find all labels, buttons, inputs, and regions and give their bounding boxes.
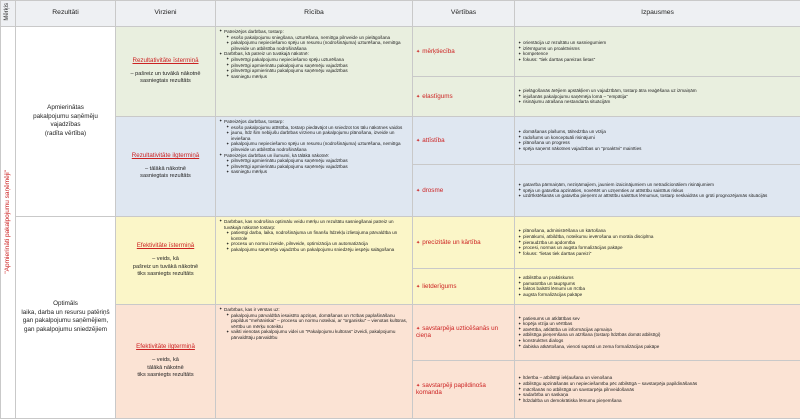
list-item: ✦ kopēja vīzija un vērtības — [518, 321, 797, 327]
list-item: ✦ pakalpojumu saņēmēju vajadzību un pakalpojumu sniedzēju iespēju salāgošana — [219, 247, 409, 253]
list-item: ✦ patiesīgi darba, laika, nodrošinājuma un finanšu līdzekļu izlietojuma pārvaldība un kontrole — [219, 230, 409, 241]
vertiba-cell: ✦ savstarpēja uzticēšanās un cieņa — [413, 304, 515, 360]
izpausmes-list — [518, 182, 797, 199]
list-item: ✦ atbilstība un praktiskums — [518, 275, 797, 281]
vertiba-label: precizitāte un kārtība — [422, 239, 480, 246]
list-item: ✦ domāšanas plašums, tālredzība un vīzija — [518, 129, 797, 135]
riciba-list — [219, 119, 409, 175]
list-item: ✦ pilnvērtīgi pakalpojumu nepieciešamo spēju uzturēšana — [219, 57, 409, 63]
list-item: ✦ vaikti vienotas pakalpojumu videi un "Pakalpojumu kultūras" izveidi, pakalpojumu pārvaldītāju pārvaldību — [219, 329, 409, 340]
izpausmes-list — [518, 316, 797, 350]
list-item: ✦ plānošana, administrēšana un kārtošana — [518, 228, 797, 234]
list-item: ✦ fokuss: "lietas tiek darītas pareizi" — [518, 251, 797, 257]
list-item: ✦ orientācija uz rezultātu un sasniegumiem — [518, 40, 797, 46]
list-item: ✦ pakalpojumu pārvaldībā iesaistīto apziņas, domāšanas un rīcības paplašināšanu papildus "mehāniskai" – procesu un normu noteikai, ar "organisku" – vienotas kultūras, vērtību un mērķu noteiktu — [219, 313, 409, 330]
riciba-list — [219, 219, 409, 253]
rezultats-text: Apmierinātas pakalpojumu saņēmēju vajadzības (radīta vērtība) — [19, 104, 112, 138]
vertiba-label: mērķtiecība — [422, 48, 455, 55]
list-item: ✦ līdzdalība un demokrātiska lēmumu pieņemšana — [518, 398, 797, 404]
list-item: ✦ pieraudzība un apdomība — [518, 240, 797, 246]
header-row — [1, 1, 800, 27]
list-item: ✦ uzdrīkstēšanās un gatavība pieņemt ar attīstību saistītus lēmumus, tostarp neskaidrās un grūti prognozējamās situācijās — [518, 193, 797, 199]
list-item: ✦ pilnvērtīgi apmierinātu pakalpojumu saņēmēju vajadzības — [219, 63, 409, 69]
rezultats-cell-1 — [16, 26, 116, 216]
vertiba-label: savstarpēji papildinoša komanda — [416, 382, 486, 397]
list-item: ✦ pilnvērtīgi apmierinātu pakalpojumu saņēmēju vajadzības — [219, 158, 409, 164]
vertiba-label: savstarpēja uzticēšanās un cieņa — [416, 325, 498, 340]
list-item: ✦ mācīšanās no atbilstīgā un savstarpēja pilnveidošanās — [518, 387, 797, 393]
list-item: ✦ pielāgošanās ārējiem apstākļiem un vajadzībām, tostarp ātra reaģēšana uz izmaiņām — [518, 88, 797, 94]
virziens-cell-2 — [116, 116, 216, 216]
list-item: ✦ Patreizējos darbības un ilumumi, kā tālākā nākotnē: — [219, 153, 409, 159]
list-item: ✦ patiesums un atklātības sev — [518, 316, 797, 322]
list-item: ✦ Patreizējos darbības, tostarp: — [219, 29, 409, 35]
vertiba-cell: ✦ attīstība — [413, 116, 515, 164]
vertiba-label: drosme — [422, 187, 443, 194]
izpausmes-cell — [515, 304, 800, 360]
list-item: ✦ esošo pakalpojumu sniegšana, uzturēšana, nemitīga pilnveide un pielāgošana — [219, 35, 409, 41]
list-item: ✦ atbilstīga pieņemšana un atzīšana (tostarp līdzībās domāt atbilstīgi) — [518, 332, 797, 338]
virziens-title: Efektivitāte īstermiņā — [119, 242, 212, 250]
list-item: ✦ spēja un gatavība apzināties, novērtēt un uzņemties ar attīstību saistītus riskus — [518, 188, 797, 194]
virziens-title: Rezultativitāte ilgtermiņā — [119, 152, 212, 160]
rezultats-text: Optimāls laika, darba un resursu patēriņš gan pakalpojumu saņēmējiem, gan pakalpojumu sniedzējiem — [19, 300, 112, 334]
list-item: ✦ procesi, normas un augsta formalizācijas pakāpe — [518, 245, 797, 251]
list-item: ✦ fokuss: "tiek darītas pareizas lietas" — [518, 57, 797, 63]
izpausmes-list — [518, 129, 797, 151]
izpausmes-cell — [515, 26, 800, 76]
rezultats-cell-2 — [16, 216, 116, 418]
vertiba-cell: ✦ drosme — [413, 164, 515, 216]
list-item: ✦ Patreizējos darbības, tostarp: — [219, 119, 409, 125]
list-item: ✦ Darbības, kā patreiz un tuvākajā nākotnē: — [219, 51, 409, 57]
list-item: ✦ Darbības, kas nodrošina optimālu veidu mērķu un rezultātu sasniegšanai patreiz un tuvākajā nākotnē tostarp: — [219, 219, 409, 230]
list-item: ✦ esošo pakalpojumu attīstība, tostarp piedāvājot un sniedzot tos tālu nākotnes vaidos — [219, 125, 409, 131]
list-item: ✦ sasniegtu mērķus — [219, 169, 409, 175]
merkis-text: "Apmierināti pakalpojumu saņēmēji" — [4, 170, 12, 274]
izpausmes-list — [518, 275, 797, 297]
riciba-cell-1 — [216, 26, 413, 116]
table-row — [1, 216, 800, 268]
izpausmes-cell — [515, 216, 800, 268]
vertiba-cell: ✦ lietderīgums — [413, 268, 515, 304]
list-item: ✦ kompetence — [518, 51, 797, 57]
list-item: ✦ radošums un konceptuāli risinājumi — [518, 135, 797, 141]
list-item: ✦ pienākumi, atbildība, noteikumu ievērošana un morāla disciplīna — [518, 234, 797, 240]
vertiba-cell: ✦ mērķtiecība — [413, 26, 515, 76]
vertiba-label: attīstība — [422, 137, 444, 144]
header-riciba: Rīcība — [216, 1, 413, 27]
izpausmes-list — [518, 88, 797, 105]
izpausmes-list — [518, 375, 797, 403]
virziens-title: Efektivitāte ilgtermiņā — [119, 343, 212, 351]
list-item: ✦ dabiska atkārtošana, vienoti saprāti un zema formalizācijas pakāpe — [518, 344, 797, 350]
vertiba-cell: ✦ elastīgums — [413, 76, 515, 116]
virziens-cell-3 — [116, 216, 216, 304]
list-item: ✦ jaunu, līdz šim nebijušu darbības virzienu un pakalpojumu plānošana, izveide un ieviešana — [219, 130, 409, 141]
list-item: ✦ spēja saņemt nākotnes vajadzības un "proaktīvi" mainīties — [518, 146, 797, 152]
list-item: ✦ procesu un normu izveide, pilnveide, optimizācija un automatizācija — [219, 241, 409, 247]
list-item: ✦ izlēmīgums un proaktīvisms — [518, 46, 797, 52]
table-row — [1, 26, 800, 76]
list-item: ✦ sadarbība un saskaņa — [518, 392, 797, 398]
virziens-sub: – tālākā nākotnē sasniegtais rezultāts — [119, 166, 212, 181]
list-item: ✦ līderība – atbilstīgi iekļaušana un vienošana — [518, 375, 797, 381]
list-item: ✦ risinājumu atrašana nestandarta situācijām — [518, 99, 797, 105]
list-item: ✦ iejušanās pakalpojumu saņēmēja lomā – "empātija" — [518, 94, 797, 100]
virziens-sub: – veids, kā pašreiz un tuvākā nākotnē tiks sasniegts rezultāts — [119, 256, 212, 279]
riciba-cell-2 — [216, 116, 413, 216]
riciba-cell-3 — [216, 216, 413, 304]
izpausmes-list — [518, 228, 797, 256]
header-virzieni: Virzieni — [116, 1, 216, 27]
list-item: ✦ plānošana un progress — [518, 140, 797, 146]
list-item: ✦ pakalpojumu nepieciešamo spēju un resursu (nodrošinājuma) uzturēšana, nemitīga pilnveide un atbilstība nodrošināšana — [219, 40, 409, 51]
virziens-sub: – veids, kā tālākā nākotnē tiks sasniegts rezultāts — [119, 357, 212, 380]
list-item: ✦ pilnvērtīgi apmierinātu pakalpojumu saņēmēju vajadzības — [219, 68, 409, 74]
izpausmes-list — [518, 40, 797, 62]
izpausmes-cell — [515, 116, 800, 164]
list-item: ✦ sasniegtu mērķus — [219, 74, 409, 80]
list-item: ✦ pamatotība un taupīgums — [518, 281, 797, 287]
izpausmes-cell — [515, 268, 800, 304]
list-item: ✦ pakalpojumu nepieciešamo spēju un resursu (nodrošinājuma) uzturēšana, nemitīga pilnveide un atbilstība nodrošināšana — [219, 141, 409, 152]
header-rezultati: Rezultāti — [16, 1, 116, 27]
header-merkis: Mērķis — [1, 1, 16, 27]
list-item: ✦ Darbības, kas ir vērstas uz: — [219, 307, 409, 313]
izpausmes-cell — [515, 76, 800, 116]
list-item: ✦ pilnvērtīgi apmierinātu pakalpojumu saņēmēju vajadzības — [219, 164, 409, 170]
riciba-cell-4 — [216, 304, 413, 418]
virziens-cell-1 — [116, 26, 216, 116]
vertiba-cell: ✦ savstarpēji papildinoša komanda — [413, 360, 515, 418]
list-item: ✦ atvērtība, atklātība un informācijas apmaiņa — [518, 327, 797, 333]
list-item: ✦ gatavība pārmaiņām, neziņāmajiem, jauniem izaicinājumiem un netradicionāliem risinājumiem — [518, 182, 797, 188]
vertiba-cell: ✦ precizitāte un kārtība — [413, 216, 515, 268]
riciba-list — [219, 29, 409, 79]
virziens-sub: – pašreiz un tuvākā nākotnē sasniegtais rezultāts — [119, 71, 212, 86]
table-row — [1, 304, 800, 360]
vertiba-label: lietderīgums — [422, 283, 456, 290]
vertiba-label: elastīgums — [422, 93, 452, 100]
virziens-cell-4 — [116, 304, 216, 418]
table-row — [1, 116, 800, 164]
izpausmes-cell — [515, 360, 800, 418]
list-item: ✦ atbilstīgu apzināšanās un nepieciešamība pēc atbilstīgā – savstarpēja papildināšanās — [518, 381, 797, 387]
riciba-list — [219, 307, 409, 341]
virziens-title: Rezultativitāte īstermiņā — [119, 57, 212, 65]
list-item: ✦ faktos balstīti lēmumi un rīcība — [518, 286, 797, 292]
list-item: ✦ konstruktīvs dialogs — [518, 338, 797, 344]
merkis-cell — [1, 26, 16, 418]
list-item: ✦ augsta formalizācijas pakāpe — [518, 292, 797, 298]
izpausmes-cell — [515, 164, 800, 216]
header-izpausmes: Izpausmes — [515, 1, 800, 27]
header-vertibas: Vērtības — [413, 1, 515, 27]
